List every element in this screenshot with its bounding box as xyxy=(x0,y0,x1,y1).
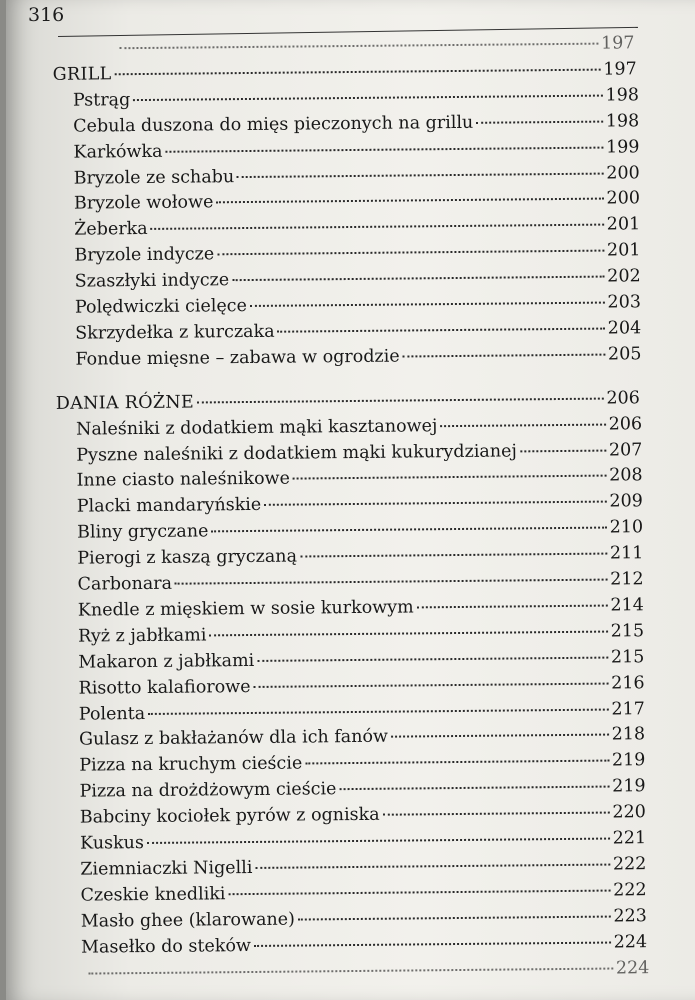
entry-page-number: 223 xyxy=(613,905,647,927)
entry-title: Placki mandaryńskie xyxy=(76,495,262,517)
entry-page-number: 224 xyxy=(613,931,648,953)
entry-title: Karkówka xyxy=(73,141,163,163)
entry-page-number: 212 xyxy=(610,569,644,590)
entry-title: Pstrąg xyxy=(72,89,131,111)
entry-page-number: 206 xyxy=(608,413,643,435)
dot-leader xyxy=(254,680,609,687)
entry-page-number: 215 xyxy=(610,646,645,668)
entry-title: Szaszłyki indycze xyxy=(74,270,230,292)
dot-leader xyxy=(216,196,603,204)
entry-title: Pizza na drożdżowym cieście xyxy=(79,779,337,802)
dot-leader xyxy=(165,144,603,152)
entry-page-number: 207 xyxy=(608,439,643,461)
entry-title: Bryzole indycze xyxy=(74,244,215,266)
entry-title: Polenta xyxy=(78,703,146,725)
dot-leader xyxy=(88,965,613,974)
dot-leader xyxy=(147,836,610,844)
dot-leader xyxy=(403,351,605,357)
entry-page-number: 200 xyxy=(606,162,640,184)
entry-page-number: 198 xyxy=(605,85,640,106)
entry-title: Masełko do steków xyxy=(80,935,252,958)
entry-page-number: 208 xyxy=(609,465,643,486)
entry-page-number: 218 xyxy=(611,724,646,745)
entry-page-number: 204 xyxy=(607,318,642,339)
entry-page-number: 222 xyxy=(612,854,647,875)
dot-leader xyxy=(339,784,609,791)
dot-leader xyxy=(250,300,605,307)
entry-title: Cebula duszona do mięs pieczonych na grillu xyxy=(73,112,474,137)
entry-page-number: 219 xyxy=(612,776,646,797)
entry-title: Bryzole wołowe xyxy=(73,192,214,215)
toc-entry-row xyxy=(75,341,641,372)
dot-leader xyxy=(197,395,603,403)
entry-title: Bliny gryczane xyxy=(77,521,209,543)
entry-title: DANIA RÓŻNE xyxy=(55,392,195,414)
entry-title: Skrzydełka z kurczaka xyxy=(75,321,275,344)
entry-page-number: 209 xyxy=(609,491,643,512)
entry-page-number: 197 xyxy=(600,33,635,54)
dot-leader xyxy=(151,222,604,230)
entry-page-number: 211 xyxy=(609,543,644,564)
entry-title: Pizza na kruchym cieście xyxy=(79,753,303,776)
dot-leader xyxy=(255,861,610,868)
entry-page-number: 201 xyxy=(606,240,641,261)
entry-page-number: 200 xyxy=(606,188,641,209)
entry-page-number: 224 xyxy=(615,957,650,978)
entry-page-number: 202 xyxy=(607,266,641,287)
entry-page-number: 198 xyxy=(605,110,640,132)
entry-page-number: 205 xyxy=(607,344,642,365)
dot-leader xyxy=(175,577,607,585)
entry-title: Bryzole ze schabu xyxy=(73,166,235,189)
entry-title: Gulasz z bakłażanów dla ich fanów xyxy=(78,727,389,751)
entry-page-number: 197 xyxy=(603,59,637,80)
entry-page-number: 216 xyxy=(611,672,645,694)
entry-title: Polędwiczki cielęce xyxy=(74,296,248,318)
entry-page-number: 220 xyxy=(612,802,646,823)
entry-title: Masło ghee (klarowane) xyxy=(80,909,296,932)
page-number: 316 xyxy=(28,4,65,26)
dot-leader xyxy=(209,628,607,636)
entry-title: Ryż z jabłkami xyxy=(78,625,207,647)
entry-title: Makaron z jabłkami xyxy=(78,650,255,673)
dot-leader xyxy=(114,66,600,75)
entry-page-number: 219 xyxy=(611,750,646,771)
dot-leader xyxy=(254,939,611,946)
entry-page-number: 210 xyxy=(609,517,644,538)
dot-leader xyxy=(440,421,605,427)
dot-leader xyxy=(148,706,608,714)
dot-leader xyxy=(119,41,598,50)
dot-leader xyxy=(257,654,608,661)
entry-page-number: 217 xyxy=(611,698,645,720)
entry-title: Ziemniaczki Nigelli xyxy=(80,857,253,880)
dot-leader xyxy=(217,248,604,256)
dot-leader xyxy=(305,758,609,765)
entry-title: Babciny kociołek pyrów z ogniska xyxy=(79,804,380,828)
dot-leader xyxy=(476,118,603,123)
entry-title: Knedle z mięskiem w sosie kurkowym xyxy=(77,597,414,621)
entry-title: Pyszne naleśniki z dodatkiem mąki kukurydzianej xyxy=(76,440,517,466)
entry-page-number: 215 xyxy=(610,621,645,642)
entry-title: GRILL xyxy=(52,64,112,85)
entry-title: Kuskus xyxy=(79,833,144,854)
dot-leader xyxy=(383,810,610,816)
entry-page-number: 201 xyxy=(606,214,641,235)
entry-page-number: 199 xyxy=(605,136,640,158)
dot-leader xyxy=(293,473,606,480)
dot-leader xyxy=(264,499,606,506)
entry-title: Carbonara xyxy=(77,573,173,595)
dot-leader xyxy=(300,551,607,558)
dot-leader xyxy=(133,92,602,101)
dot-leader xyxy=(228,887,610,895)
dot-leader xyxy=(211,525,606,533)
continuation-row-bottom xyxy=(85,955,649,986)
dot-leader xyxy=(391,732,609,738)
entry-page-number: 214 xyxy=(610,595,644,616)
entry-page-number: 206 xyxy=(606,387,640,409)
dot-leader xyxy=(298,913,611,920)
entry-title: Czeskie knedliki xyxy=(80,884,226,906)
table-of-contents xyxy=(6,0,695,1000)
entry-page-number: 222 xyxy=(613,879,647,901)
entry-title: Inne ciasto naleśnikowe xyxy=(76,468,291,492)
dot-leader xyxy=(417,602,608,608)
dot-leader xyxy=(278,325,605,332)
entry-title: Pierogi z kaszą gryczaną xyxy=(77,546,298,569)
book-page xyxy=(6,0,695,1000)
dot-leader xyxy=(232,274,604,282)
entry-title: Risotto kalafiorowe xyxy=(78,676,251,699)
entry-page-number: 203 xyxy=(607,292,642,313)
entry-page-number: 221 xyxy=(612,828,647,849)
dot-leader xyxy=(237,170,603,178)
entry-title: Fondue mięsne – zabawa w ogrodzie xyxy=(75,346,400,370)
entry-title: Żeberka xyxy=(74,219,148,240)
dot-leader xyxy=(520,447,606,452)
entry-title: Naleśniki z dodatkiem mąki kasztanowej xyxy=(76,415,438,440)
